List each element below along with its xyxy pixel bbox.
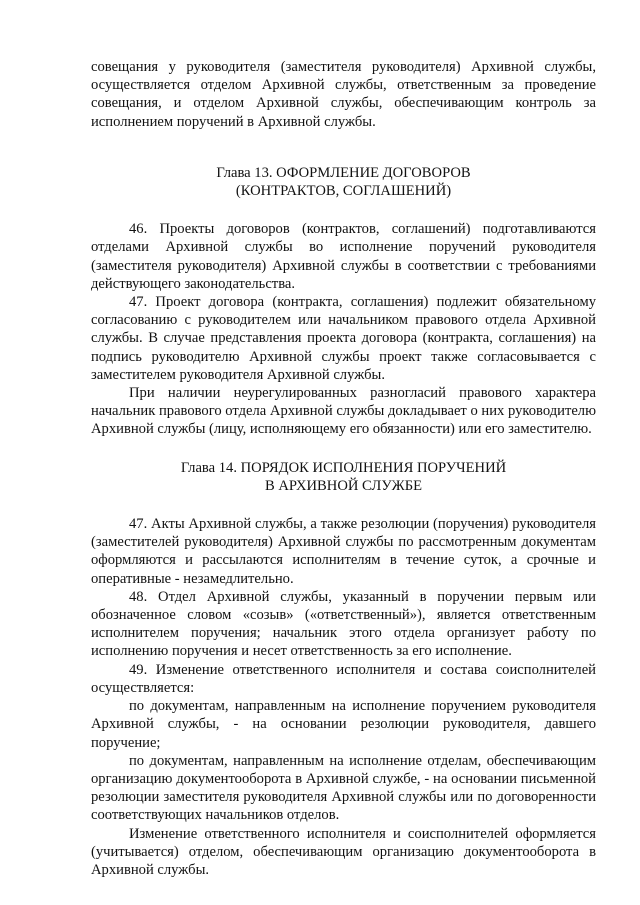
intro-paragraph: совещания у руководителя (заместителя руководителя) Архивной службы, осуществляется отделом Архивной службы, ответственным за проведение совещания, и отделом Архивной службы, обеспечивающим контроль за исполнением поручений в Архивной службы. xyxy=(91,59,596,130)
paragraph-change-registration: Изменение ответственного исполнителя и соисполнителей оформляется (учитывается) отделом, обеспечивающим организацию документооборота в Архивной службы. xyxy=(91,825,596,878)
paragraph-46: 46. Проекты договоров (контрактов, соглашений) подготавливаются отделами Архивной службы во исполнение поручений руководителя (заместителя руководителя) Архивной службы в соответствии с требованиями действующего законодательства. xyxy=(91,221,596,292)
chapter-14-title-line-1: Глава 14. ПОРЯДОК ИСПОЛНЕНИЯ ПОРУЧЕНИЙ xyxy=(180,459,507,476)
paragraph-49-item-2: по документам, направленным на исполнение отделам, обеспечивающим организацию документооборота в Архивной службе, - на основании письменной резолюции заместителя руководителя Архивной службы или по договоренности соответствующих начальников отделов. xyxy=(91,752,596,824)
paragraph-47-acts-distribution: 47. Акты Архивной службы, а также резолюции (поручения) руководителя (заместителей руководителя) Архивной службы по рассмотренным документам оформляются и рассылаются исполнителям в течение суток, а срочные и оперативные - незамедлительно. xyxy=(91,516,596,587)
paragraph-legal-disagreements: При наличии неурегулированных разногласий правового характера начальник правового отдела Архивной службы докладывает о них руководителю Архивной службы (лицу, исполняющему его обязанности) или его заместителю. xyxy=(91,385,596,438)
paragraph-49: 49. Изменение ответственного исполнителя и состава соисполнителей осуществляется: xyxy=(91,661,596,696)
document-page xyxy=(91,58,596,879)
paragraph-47-contract-approval: 47. Проект договора (контракта, соглашения) подлежит обязательному согласованию с руководителем или начальником правового отдела Архивной службы. В случае представления проекта договора (контракта, соглашения) на подпись руководителю Архивной службы проект также согласовывается с заместителем руководителя Архивной службы. xyxy=(91,294,596,383)
chapter-14-title-line-2: В АРХИВНОЙ СЛУЖБЕ xyxy=(264,477,423,494)
chapter-13-title-line-1: Глава 13. ОФОРМЛЕНИЕ ДОГОВОРОВ xyxy=(216,164,471,181)
paragraph-48: 48. Отдел Архивной службы, указанный в поручении первым или обозначенное словом «созыв» («ответственный»), является ответственным исполнителем поручения; начальник этого отдела организует работу по исполнению поручения и несет ответственность за его исполнение. xyxy=(91,588,596,660)
chapter-13-title-line-2: (КОНТРАКТОВ, СОГЛАШЕНИЙ) xyxy=(235,183,452,200)
paragraph-49-item-1: по документам, направленным на исполнение поручением руководителя Архивной службы, - на основании резолюции руководителя, давшего поручение; xyxy=(91,698,596,751)
